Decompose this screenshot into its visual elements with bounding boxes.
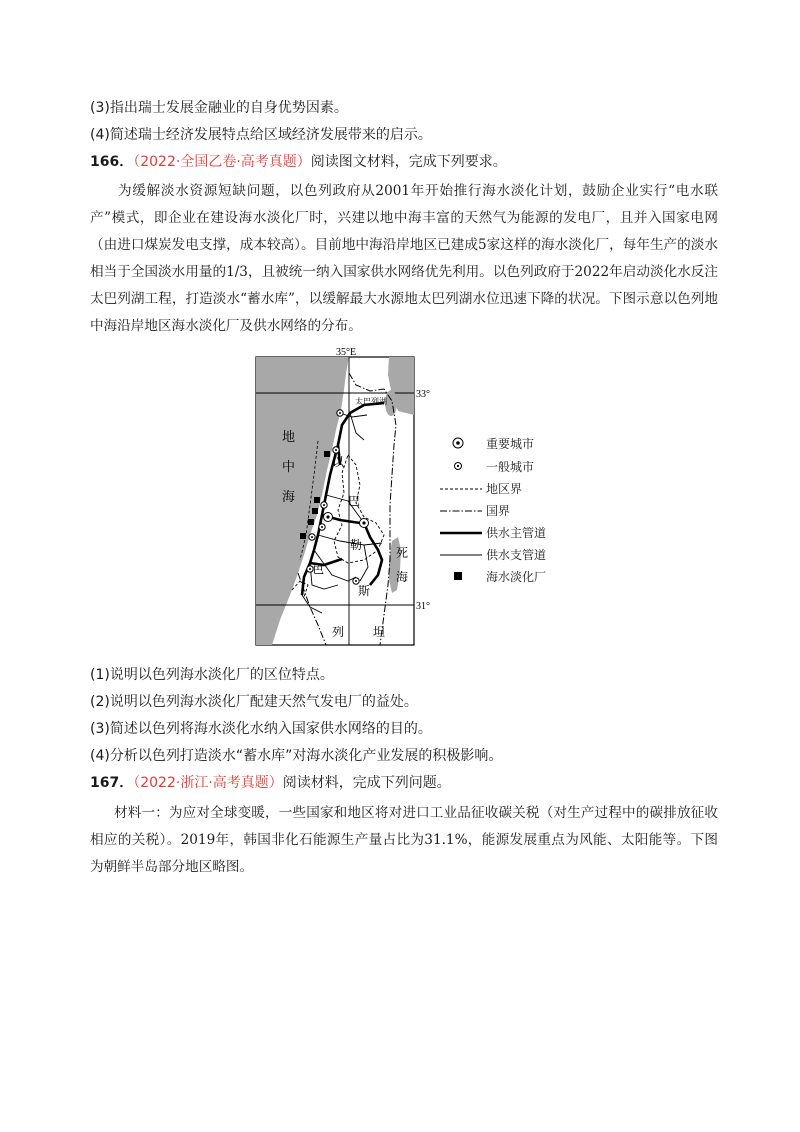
- svg-text:以: 以: [332, 455, 345, 469]
- material-paragraph: 为缓解淡水资源短缺问题，以色列政府从2001年开始推行海水淡化计划，鼓励企业实行“电水联产”模式，即企业在建设海水淡化厂时，兴建以地中海丰富的天然气为能源的发电厂，且并入国家电网（由进口煤炭发电支撑，成本较高）。目前地中海沿岸地区已建成5家这样的海水淡化厂，每年生产的淡水相当于全国淡水用量的1/3，且被统一纳入国家供水网络优先利用。以色列政府于2022年启动淡化水反注太巴列湖工程，打造淡水“蓄水库”，以缓解最大水源地太巴列湖水位迅速下降的状况。下图示意以色列地中海沿岸地区海水淡化厂及供水网络的分布。: [90, 183, 718, 334]
- svg-text:海: 海: [396, 570, 409, 584]
- sea-label: [282, 429, 295, 505]
- legend-main-pipe: 供水主管道: [486, 526, 547, 540]
- material-one-paragraph: 材料一：为应对全球变暖，一些国家和地区将对进口工业品征收碳关税（对生产过程中的碳排放征收相应的关税）。2019年，韩国非化石能源生产量占比为31.1%，能源发展重点为风能、太阳能等。下图为朝鲜半岛部分地区略图。: [90, 805, 718, 875]
- question-source: （2022·全国乙卷·高考真题）: [133, 154, 311, 170]
- svg-text:色: 色: [312, 562, 325, 576]
- svg-text:地: 地: [282, 430, 296, 445]
- sub-question-3: (3)简述以色列将海水淡化水纳入国家供水网络的目的。: [90, 721, 432, 737]
- israel-map: [252, 345, 558, 650]
- legend-national-border: 国界: [486, 504, 511, 518]
- lon-label: 35°E: [336, 347, 357, 358]
- legend-symbols: [438, 436, 488, 586]
- question-source: （2022·浙江·高考真题）: [133, 775, 283, 791]
- svg-text:勒: 勒: [350, 538, 363, 552]
- question-167-header: [90, 773, 451, 793]
- svg-text:巴: 巴: [348, 494, 361, 508]
- question-instruction: 阅读图文材料，完成下列要求。: [310, 154, 507, 170]
- svg-text:列: 列: [332, 625, 345, 639]
- plant-icon: [454, 572, 462, 580]
- sub-question-1: (1)说明以色列海水淡化厂的区位特点。: [90, 667, 334, 683]
- sub-question-4: (4)分析以色列打造淡水“蓄水库”对海水淡化产业发展的积极影响。: [90, 748, 503, 764]
- prev-question-3: (3)指出瑞士发展金融业的自身优势因素。: [90, 100, 348, 116]
- legend-region-border: 地区界: [486, 482, 523, 496]
- prev-question-4: (4)简述瑞士经济发展特点给区域经济发展带来的启示。: [90, 127, 432, 143]
- svg-text:中: 中: [282, 460, 296, 475]
- legend-branch-pipe: 供水支管道: [486, 548, 547, 562]
- legend-plant: 海水淡化厂: [486, 570, 547, 584]
- lat-bottom-label: 31°: [416, 601, 430, 612]
- svg-text:斯: 斯: [358, 584, 371, 598]
- svg-text:死: 死: [396, 546, 409, 560]
- svg-text:海: 海: [282, 490, 296, 505]
- question-instruction: 阅读材料，完成下列问题。: [282, 775, 451, 791]
- question-number: 166．: [90, 154, 134, 170]
- lake-label: 太巴列湖: [355, 397, 387, 406]
- question-166-header: [90, 152, 507, 172]
- svg-text:坦: 坦: [373, 625, 386, 639]
- legend-major-city: 重要城市: [486, 437, 535, 451]
- question-number: 167．: [90, 775, 134, 791]
- legend-city: 一般城市: [486, 460, 535, 474]
- sub-question-2: (2)说明以色列海水淡化厂配建天然气发电厂的益处。: [90, 694, 418, 710]
- lat-top-label: 33°: [416, 389, 430, 400]
